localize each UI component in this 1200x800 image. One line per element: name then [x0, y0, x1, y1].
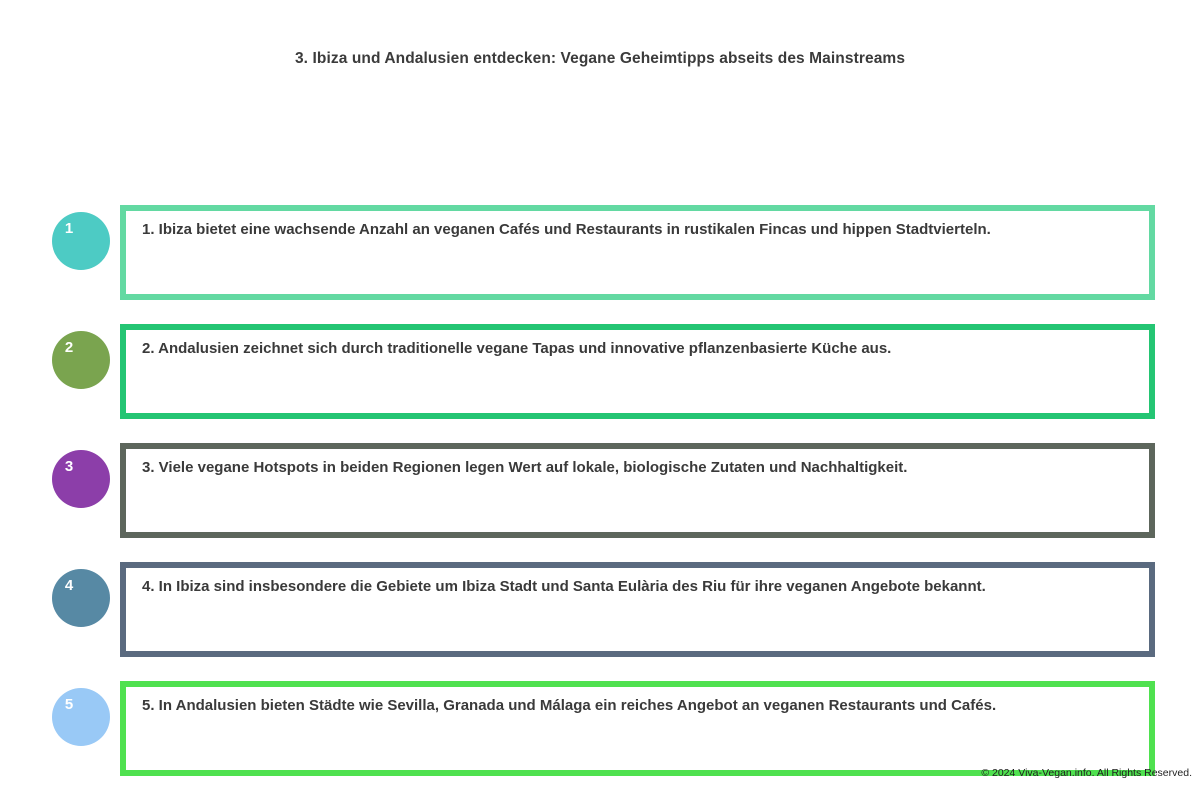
tip-box — [120, 324, 1155, 419]
list-item — [0, 324, 1200, 419]
list-item — [0, 443, 1200, 538]
item-number: 5 — [64, 695, 74, 713]
list-item — [0, 562, 1200, 657]
item-number-badge — [52, 331, 110, 389]
tip-box — [120, 205, 1155, 300]
page-title: 3. Ibiza und Andalusien entdecken: Vegane Geheimtipps abseits des Mainstreams — [294, 50, 906, 67]
tip-text: 4. In Ibiza sind insbesondere die Gebiete um Ibiza Stadt und Santa Eulària des Riu für ihre veganen Angebote bekannt. — [142, 578, 986, 595]
item-number-badge — [52, 212, 110, 270]
tip-box — [120, 443, 1155, 538]
copyright-notice: © 2024 Viva-Vegan.info. All Rights Reserved. — [981, 767, 1192, 779]
item-number: 4 — [64, 576, 74, 594]
numbered-tip-list — [0, 205, 1200, 776]
tip-box — [120, 562, 1155, 657]
tip-box — [120, 681, 1155, 776]
item-number: 3 — [64, 457, 74, 475]
tip-text: 3. Viele vegane Hotspots in beiden Regionen legen Wert auf lokale, biologische Zutaten und Nachhaltigkeit. — [142, 459, 908, 476]
list-item — [0, 205, 1200, 300]
tip-text: 1. Ibiza bietet eine wachsende Anzahl an veganen Cafés und Restaurants in rustikalen Fincas und hippen Stadtvierteln. — [142, 221, 991, 238]
item-number: 2 — [64, 338, 74, 356]
list-item — [0, 681, 1200, 776]
item-number: 1 — [64, 219, 74, 237]
tip-text: 2. Andalusien zeichnet sich durch traditionelle vegane Tapas und innovative pflanzenbasierte Küche aus. — [142, 340, 892, 357]
item-number-badge — [52, 450, 110, 508]
item-number-badge — [52, 569, 110, 627]
item-number-badge — [52, 688, 110, 746]
tip-text: 5. In Andalusien bieten Städte wie Sevilla, Granada und Málaga ein reiches Angebot an veganen Restaurants und Cafés. — [142, 697, 997, 714]
